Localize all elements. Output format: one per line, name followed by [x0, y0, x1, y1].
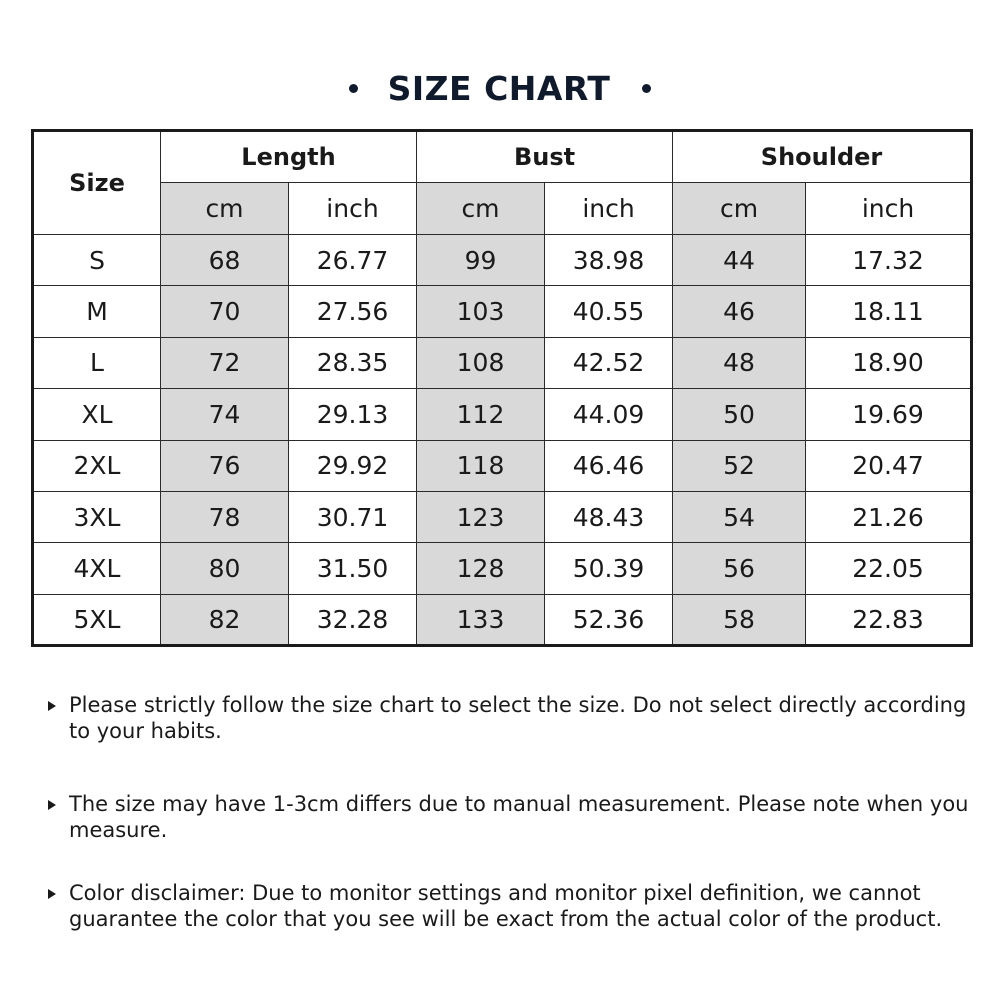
length-inch-cell: 30.71	[289, 491, 417, 542]
shoulder-cm-cell: 50	[673, 389, 806, 440]
length-cm-cell: 82	[161, 594, 289, 645]
length-cm-cell: 78	[161, 491, 289, 542]
table-row	[33, 286, 972, 337]
length-inch-cell: 27.56	[289, 286, 417, 337]
table-row	[33, 491, 972, 542]
length-group-header: Length	[161, 131, 417, 183]
bust-inch-cell: 38.98	[545, 235, 673, 286]
length-cm-cell: 70	[161, 286, 289, 337]
note-item	[48, 791, 974, 843]
note-text: The size may have 1-3cm differs due to manual measurement. Please note when you measure.	[69, 792, 969, 842]
triangle-bullet-icon	[48, 800, 56, 810]
length-cm-cell: 76	[161, 440, 289, 491]
shoulder-group-header: Shoulder	[673, 131, 972, 183]
length-cm-cell: 72	[161, 337, 289, 388]
length-inch-cell: 29.13	[289, 389, 417, 440]
note-item	[48, 692, 974, 744]
bust-cm-cell: 128	[417, 543, 545, 594]
size-column-header: Size	[33, 131, 161, 235]
length-cm-cell: 74	[161, 389, 289, 440]
shoulder-cm-header: cm	[673, 183, 806, 235]
shoulder-inch-header: inch	[806, 183, 972, 235]
bust-inch-cell: 50.39	[545, 543, 673, 594]
shoulder-inch-cell: 20.47	[806, 440, 972, 491]
size-cell: 4XL	[33, 543, 161, 594]
size-cell: S	[33, 235, 161, 286]
page-title: SIZE CHART	[387, 68, 611, 108]
shoulder-cm-cell: 54	[673, 491, 806, 542]
right-bullet-dot	[642, 84, 651, 93]
bust-cm-header: cm	[417, 183, 545, 235]
note-text: Please strictly follow the size chart to select the size. Do not select directly according to your habits.	[69, 693, 967, 743]
bust-cm-cell: 133	[417, 594, 545, 645]
shoulder-cm-cell: 44	[673, 235, 806, 286]
bust-cm-cell: 108	[417, 337, 545, 388]
shoulder-inch-cell: 19.69	[806, 389, 972, 440]
bust-inch-cell: 42.52	[545, 337, 673, 388]
bust-group-header: Bust	[417, 131, 673, 183]
length-inch-cell: 31.50	[289, 543, 417, 594]
length-cm-cell: 68	[161, 235, 289, 286]
note-text: Color disclaimer: Due to monitor settings and monitor pixel definition, we cannot guarantee the color that you see will be exact from the actual color of the product.	[69, 881, 943, 931]
shoulder-inch-cell: 17.32	[806, 235, 972, 286]
shoulder-cm-cell: 56	[673, 543, 806, 594]
left-bullet-dot	[349, 84, 358, 93]
shoulder-inch-cell: 18.11	[806, 286, 972, 337]
length-inch-cell: 32.28	[289, 594, 417, 645]
length-cm-header: cm	[161, 183, 289, 235]
group-header-row	[33, 131, 972, 183]
bust-inch-cell: 40.55	[545, 286, 673, 337]
length-inch-cell: 26.77	[289, 235, 417, 286]
table-row	[33, 235, 972, 286]
note-item	[48, 880, 974, 932]
triangle-bullet-icon	[48, 701, 56, 711]
shoulder-inch-cell: 21.26	[806, 491, 972, 542]
size-cell: 3XL	[33, 491, 161, 542]
bust-cm-cell: 112	[417, 389, 545, 440]
bust-inch-cell: 48.43	[545, 491, 673, 542]
table-row	[33, 389, 972, 440]
table-row	[33, 337, 972, 388]
bust-inch-header: inch	[545, 183, 673, 235]
size-chart-table	[31, 129, 973, 647]
bust-inch-cell: 44.09	[545, 389, 673, 440]
bust-cm-cell: 118	[417, 440, 545, 491]
shoulder-cm-cell: 46	[673, 286, 806, 337]
size-cell: XL	[33, 389, 161, 440]
length-inch-cell: 28.35	[289, 337, 417, 388]
bust-cm-cell: 99	[417, 235, 545, 286]
size-cell: M	[33, 286, 161, 337]
length-inch-header: inch	[289, 183, 417, 235]
bust-inch-cell: 46.46	[545, 440, 673, 491]
size-cell: 5XL	[33, 594, 161, 645]
triangle-bullet-icon	[48, 889, 56, 899]
shoulder-inch-cell: 22.83	[806, 594, 972, 645]
unit-header-row	[33, 183, 972, 235]
table-row	[33, 543, 972, 594]
length-cm-cell: 80	[161, 543, 289, 594]
shoulder-cm-cell: 52	[673, 440, 806, 491]
shoulder-cm-cell: 48	[673, 337, 806, 388]
bust-inch-cell: 52.36	[545, 594, 673, 645]
bust-cm-cell: 123	[417, 491, 545, 542]
shoulder-cm-cell: 58	[673, 594, 806, 645]
title-row	[0, 62, 1000, 114]
bust-cm-cell: 103	[417, 286, 545, 337]
shoulder-inch-cell: 22.05	[806, 543, 972, 594]
size-table-body	[33, 235, 972, 646]
size-cell: L	[33, 337, 161, 388]
table-row	[33, 440, 972, 491]
size-cell: 2XL	[33, 440, 161, 491]
shoulder-inch-cell: 18.90	[806, 337, 972, 388]
table-row	[33, 594, 972, 645]
length-inch-cell: 29.92	[289, 440, 417, 491]
